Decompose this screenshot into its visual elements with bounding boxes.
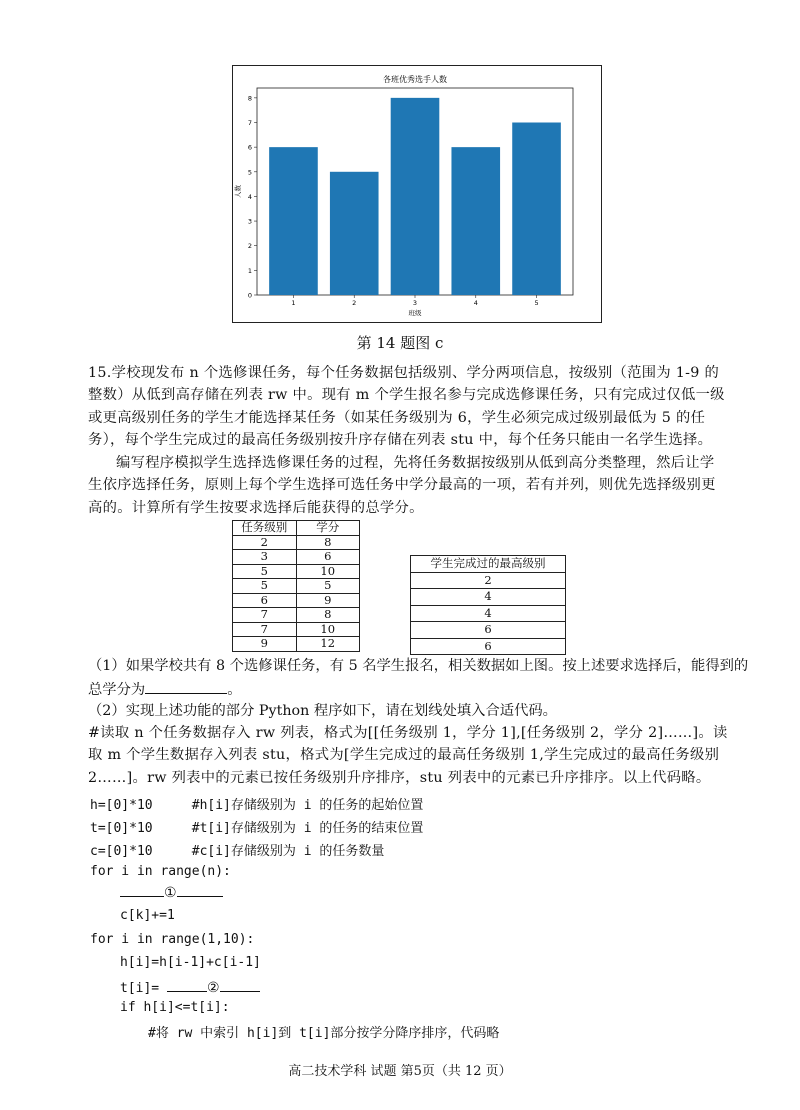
bar-chart-figure — [232, 65, 602, 323]
answer-blank-1-right — [177, 880, 223, 897]
x-tick-label: 3 — [412, 299, 418, 307]
answer-blank-2-left — [167, 975, 207, 992]
task-level-cell: 5 — [233, 579, 297, 594]
q15-paragraph-2: 编写程序模拟学生选择选修课任务的过程，先将任务数据按级别从低到高分类整理，然后让学生依序选择任务，原则上每个学生选择可选任务中学分最高的一项，若有并列，则优先选择级别更高的。计算所有学生按要求选择后能获得的总学分。 — [88, 455, 716, 516]
code-line-h: h=[0]*10 #h[i]存储级别为 i 的任务的起始位置 — [90, 798, 424, 813]
code-line-c: c=[0]*10 #c[i]存储级别为 i 的任务数量 — [90, 844, 385, 859]
task-level-cell: 7 — [233, 608, 297, 623]
answer-blank-1-left — [120, 880, 164, 897]
student-level-cell: 4 — [411, 589, 566, 606]
code-blank-1 — [120, 880, 223, 901]
student-level-row — [411, 605, 566, 622]
task-credit-cell: 10 — [296, 622, 360, 637]
bar — [451, 147, 500, 295]
code-line-ck: c[k]+=1 — [120, 908, 175, 923]
blank-2-marker: ② — [206, 980, 220, 996]
y-tick-label: 0 — [247, 291, 252, 300]
task-credit-cell: 8 — [296, 535, 360, 550]
code-comment-read-data: #读取 n 个任务数据存入 rw 列表，格式为[[任务级别 1，学分 1],[任务级别 2，学分 2]……]。读取 m 个学生数据存入列表 stu，格式为[学生完成过的最高任务级别 1,学生完成过的最高任务级别 2……]。rw 列表中的元素已按任务级别升序排序，stu 列表中的元素已升序排序。以上代码略。 — [88, 725, 728, 786]
sub-question-2: （2）实现上述功能的部分 Python 程序如下，请在划线处填入合适代码。 — [88, 703, 557, 719]
student-level-row — [411, 572, 566, 589]
y-tick-label: 3 — [247, 217, 252, 226]
x-axis-label: 班级 — [408, 309, 422, 317]
y-tick-label: 4 — [247, 192, 252, 201]
task-table-row — [233, 622, 360, 637]
bar — [512, 123, 561, 296]
task-credit-cell: 8 — [296, 608, 360, 623]
y-tick-label: 8 — [247, 94, 252, 103]
task-table-row — [233, 579, 360, 594]
task-credit-cell: 12 — [296, 637, 360, 652]
task-table-header-credit: 学分 — [296, 521, 360, 536]
task-level-cell: 3 — [233, 550, 297, 565]
y-tick-label: 1 — [247, 266, 252, 275]
answer-blank-2-right — [220, 975, 260, 992]
code-line-for-10: for i in range(1,10): — [90, 932, 255, 947]
task-credit-cell: 9 — [296, 593, 360, 608]
code-line-sort-comment: #将 rw 中索引 h[i]到 t[i]部分按学分降序排序，代码略 — [148, 1026, 500, 1041]
code-line-t-assign — [120, 975, 260, 996]
bar-chart — [233, 66, 601, 322]
total-credit-label: 总学分为 — [88, 682, 146, 698]
student-level-cell: 6 — [411, 622, 566, 639]
y-tick-label: 7 — [247, 119, 252, 127]
task-table-row — [233, 593, 360, 608]
task-level-cell: 9 — [233, 637, 297, 652]
sub-question-1-line-2 — [88, 677, 241, 701]
x-tick-label: 1 — [291, 299, 296, 307]
sub-question-1-line-1: （1）如果学校共有 8 个选修课任务，有 5 名学生报名，相关数据如上图。按上述要求选择后，能得到的 — [88, 658, 749, 674]
y-axis-label: 人数 — [234, 185, 242, 198]
task-level-cell: 6 — [233, 593, 297, 608]
student-level-table-header: 学生完成过的最高级别 — [411, 556, 566, 573]
answer-blank-total — [145, 677, 227, 694]
student-level-table — [410, 555, 566, 655]
y-tick-label: 2 — [247, 242, 252, 251]
y-tick-label: 5 — [247, 168, 252, 177]
task-level-cell: 5 — [233, 564, 297, 579]
task-credit-cell: 5 — [296, 579, 360, 594]
task-table-header-level: 任务级别 — [233, 521, 297, 536]
student-level-row — [411, 589, 566, 606]
task-table-row — [233, 637, 360, 652]
task-table — [232, 520, 360, 652]
student-level-cell: 2 — [411, 572, 566, 589]
student-level-cell: 4 — [411, 605, 566, 622]
task-credit-cell: 10 — [296, 564, 360, 579]
code-line-h-assign: h[i]=h[i-1]+c[i-1] — [120, 955, 261, 970]
blank-1-marker: ① — [164, 885, 177, 901]
bar — [391, 98, 440, 295]
code-line-for-n: for i in range(n): — [90, 864, 231, 879]
x-tick-label: 4 — [473, 299, 478, 307]
code-line-if: if h[i]<=t[i]: — [120, 1000, 230, 1015]
student-level-row — [411, 638, 566, 655]
bar — [330, 172, 379, 295]
y-tick-label: 6 — [247, 143, 252, 152]
x-tick-label: 5 — [534, 299, 539, 307]
code-line-t: t=[0]*10 #t[i]存储级别为 i 的任务的结束位置 — [90, 821, 424, 836]
task-level-cell: 2 — [233, 535, 297, 550]
t-assign-prefix: t[i]= — [120, 981, 167, 996]
task-level-cell: 7 — [233, 622, 297, 637]
task-table-row — [233, 608, 360, 623]
page-footer: 高二技术学科 试题 第5页（共 12 页） — [288, 1064, 512, 1079]
chart-title: 各班优秀选手人数 — [383, 75, 447, 84]
task-table-row — [233, 550, 360, 565]
student-level-cell: 6 — [411, 638, 566, 655]
x-tick-label: 2 — [352, 299, 357, 307]
student-level-row — [411, 622, 566, 639]
bar — [269, 147, 318, 295]
period: 。 — [227, 682, 242, 698]
task-credit-cell: 6 — [296, 550, 360, 565]
q15-paragraph-1: 15.学校现发布 n 个选修课任务，每个任务数据包括级别、学分两项信息，按级别（范围为 1-9 的整数）从低到高存储在列表 rw 中。现有 m 个学生报名参与完成选修课任务，只有完成过仅低一级或更高级别任务的学生才能选择某任务（如某任务级别为 6，学生必须完成过级别最低为 5 的任务），每个学生完成过的最高任务级别按升序存储在列表 stu 中，每个任务只能由一名学生选择。 — [88, 365, 725, 449]
figure-caption: 第 14 题图 c — [356, 334, 444, 352]
task-table-row — [233, 564, 360, 579]
task-table-row — [233, 535, 360, 550]
